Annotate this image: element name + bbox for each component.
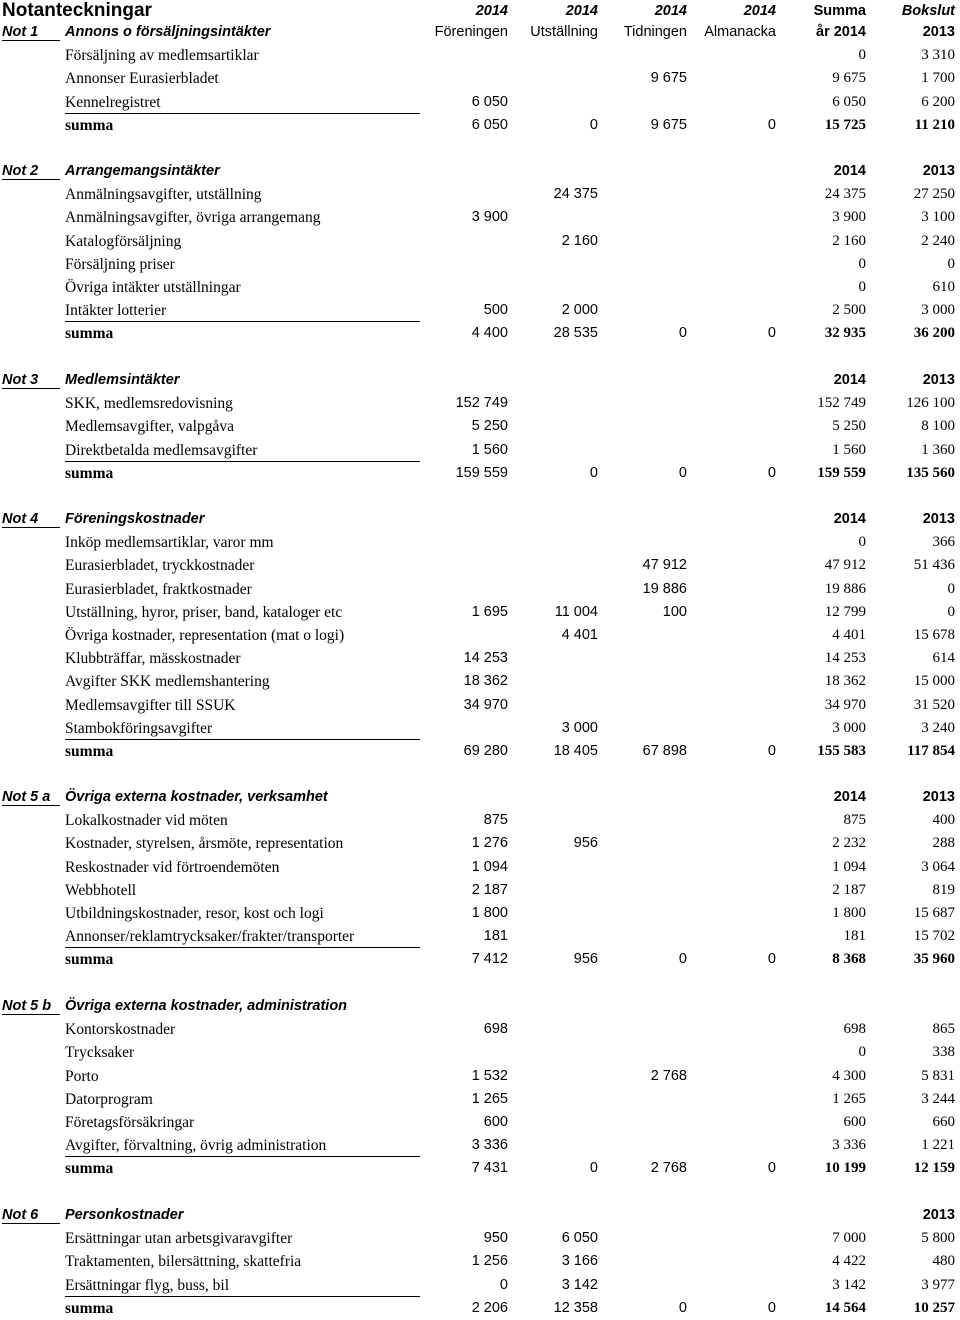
row-label: Utbildningskostnader, resor, kost och logi [65, 904, 324, 922]
col-header-name-1: Föreningen [434, 24, 508, 40]
table-row [0, 1088, 960, 1111]
cell-c5: 875 [843, 812, 866, 829]
cell-c2: 3 166 [561, 1253, 598, 1270]
note-header-row [0, 508, 960, 531]
cell-c1: 181 [483, 928, 508, 945]
table-row [0, 1250, 960, 1273]
sum-cell-c3: 9 675 [650, 116, 687, 133]
cell-c5: 1 094 [832, 858, 866, 875]
sum-row [0, 462, 960, 485]
table-row [0, 601, 960, 624]
cell-c2: 4 401 [561, 626, 598, 643]
cell-c1: 1 256 [471, 1253, 508, 1270]
cell-c5: 698 [843, 1021, 866, 1038]
table-row [0, 670, 960, 693]
table-row [0, 44, 960, 67]
cell-c5: 2 187 [832, 881, 866, 898]
table-row [0, 183, 960, 206]
sum-cell-c2: 956 [573, 951, 598, 968]
cell-c5: 181 [843, 928, 866, 945]
row-label: Kontorskostnader [65, 1021, 176, 1039]
table-row [0, 832, 960, 855]
note-header-row [0, 995, 960, 1018]
row-label: Kennelregistret [65, 93, 161, 111]
row-label: Ersättningar utan arbetsgivaravgifter [65, 1230, 293, 1248]
sum-cell-c1: 2 206 [471, 1299, 508, 1316]
cell-c6: 1 700 [921, 70, 955, 87]
table-row [0, 67, 960, 90]
cell-c5: 4 422 [832, 1253, 866, 1270]
cell-c1: 500 [483, 302, 508, 319]
cell-c5: 34 970 [824, 696, 866, 713]
cell-c6: 614 [932, 650, 955, 667]
cell-c6: 0 [947, 603, 955, 620]
sum-cell-c3: 0 [678, 951, 687, 968]
row-label: Annonser/reklamtrycksaker/frakter/transporter [65, 928, 355, 946]
table-row [0, 1111, 960, 1134]
sum-cell-c2: 12 358 [553, 1299, 598, 1316]
sum-label: summa [65, 951, 114, 969]
cell-c2: 11 004 [554, 603, 598, 620]
sum-label: summa [65, 116, 114, 134]
note-number: Not 5 a [2, 789, 51, 805]
col-header-year-1: 2014 [475, 3, 508, 19]
table-row [0, 1227, 960, 1250]
row-label: Datorprogram [65, 1090, 153, 1108]
cell-c1: 1 560 [471, 441, 508, 458]
cell-c5: 12 799 [824, 603, 866, 620]
row-label: Reskostnader vid förtroendemöten [65, 858, 280, 876]
sum-row [0, 1157, 960, 1180]
sum-cell-c3: 0 [678, 464, 687, 481]
cell-c5: 2 500 [832, 302, 866, 319]
cell-c2: 2 160 [561, 232, 598, 249]
cell-c5: 1 265 [832, 1090, 866, 1107]
cell-c1: 698 [483, 1021, 508, 1038]
row-label: Trycksaker [65, 1044, 135, 1062]
cell-c5: 3 336 [832, 1137, 866, 1154]
sum-cell-c5: 15 725 [824, 116, 866, 133]
cell-c1: 5 250 [471, 418, 508, 435]
cell-c6: 1 360 [921, 441, 955, 458]
table-row [0, 925, 960, 948]
note-section [0, 160, 960, 346]
sum-cell-c1: 7 431 [471, 1160, 508, 1177]
cell-c5: 47 912 [824, 557, 866, 574]
note-number-underline [2, 786, 60, 806]
sum-cell-c2: 18 405 [553, 742, 598, 759]
row-label: Avgifter, förvaltning, övrig administration [65, 1137, 327, 1155]
table-row [0, 902, 960, 925]
note-section [0, 508, 960, 763]
cell-c6: 5 831 [921, 1067, 955, 1084]
note-section [0, 369, 960, 485]
cell-c5: 4 300 [832, 1067, 866, 1084]
cell-c1: 18 362 [463, 673, 508, 690]
table-row [0, 1065, 960, 1088]
cell-c1: 3 336 [471, 1137, 508, 1154]
row-label: Försäljning av medlemsartiklar [65, 47, 259, 65]
table-row [0, 879, 960, 902]
cell-c6: 31 520 [913, 696, 955, 713]
sum-cell-c4: 0 [767, 1299, 776, 1316]
note-section [0, 1204, 960, 1320]
cell-c2: 2 000 [561, 302, 598, 319]
cell-c1: 1 265 [471, 1090, 508, 1107]
cell-c6: 288 [932, 835, 955, 852]
cell-c5: 4 401 [832, 626, 866, 643]
note-title: Personkostnader [65, 1207, 184, 1223]
row-label: Ersättningar flyg, buss, bil [65, 1276, 230, 1294]
col-header-year-3: 2014 [654, 3, 687, 19]
sum-cell-c5: 159 559 [817, 464, 866, 481]
year-2014-header: 2014 [833, 163, 866, 179]
sum-cell-c4: 0 [767, 464, 776, 481]
cell-c6: 660 [932, 1113, 955, 1130]
cell-c6: 27 250 [913, 186, 955, 203]
note-title: Föreningskostnader [65, 511, 205, 527]
cell-c6: 400 [932, 812, 955, 829]
note-number-underline [2, 508, 60, 528]
row-label: Anmälningsavgifter, övriga arrangemang [65, 209, 321, 227]
cell-c6: 3 244 [921, 1090, 955, 1107]
sum-cell-c5: 14 564 [824, 1299, 866, 1316]
cell-c1: 0 [499, 1276, 508, 1293]
cell-c5: 0 [858, 255, 866, 272]
sum-row [0, 114, 960, 137]
note-number-underline [2, 21, 60, 41]
cell-c3: 100 [662, 603, 687, 620]
table-row [0, 809, 960, 832]
sum-cell-c6: 135 560 [906, 464, 955, 481]
sum-row [0, 322, 960, 345]
row-label: Medlemsavgifter, valpgåva [65, 418, 234, 436]
cell-c6: 3 977 [921, 1276, 955, 1293]
cell-c1: 600 [483, 1113, 508, 1130]
col-header-name-2: Utställning [530, 24, 598, 40]
cell-c1: 875 [483, 812, 508, 829]
table-row [0, 694, 960, 717]
row-label: Inköp medlemsartiklar, varor mm [65, 534, 274, 552]
cell-c6: 15 687 [913, 904, 955, 921]
cell-c6: 338 [932, 1044, 955, 1061]
cell-c6: 0 [947, 580, 955, 597]
table-row [0, 439, 960, 462]
cell-c2: 956 [573, 835, 598, 852]
cell-c5: 0 [858, 534, 866, 551]
sum-cell-c1: 7 412 [471, 951, 508, 968]
table-row [0, 206, 960, 229]
sum-cell-c2: 28 535 [553, 325, 598, 342]
cell-c5: 14 253 [824, 650, 866, 667]
table-row [0, 856, 960, 879]
row-label: Övriga kostnader, representation (mat o logi) [65, 626, 345, 644]
table-row [0, 624, 960, 647]
row-label: Intäkter lotterier [65, 302, 167, 320]
sum-label: summa [65, 742, 114, 760]
table-row [0, 1274, 960, 1297]
cell-c3: 9 675 [650, 70, 687, 87]
sum-label: summa [65, 1160, 114, 1178]
year-2013-header: 2013 [922, 1207, 955, 1223]
cell-c6: 480 [932, 1253, 955, 1270]
cell-c5: 0 [858, 47, 866, 64]
note-title: Arrangemangsintäkter [65, 163, 220, 179]
sum-label: summa [65, 464, 114, 482]
sum-cell-c2: 0 [589, 1160, 598, 1177]
cell-c5: 1 560 [832, 441, 866, 458]
cell-c5: 2 160 [832, 232, 866, 249]
note-number: Not 1 [2, 24, 39, 40]
sum-cell-c4: 0 [767, 325, 776, 342]
cell-c2: 6 050 [561, 1230, 598, 1247]
sum-row [0, 740, 960, 763]
table-row [0, 1134, 960, 1157]
sum-cell-c6: 12 159 [913, 1160, 955, 1177]
sum-cell-c6: 36 200 [913, 325, 955, 342]
cell-c1: 6 050 [471, 93, 508, 110]
note-number: Not 5 b [2, 998, 52, 1014]
cell-c5: 5 250 [832, 418, 866, 435]
note-number-underline [2, 1204, 60, 1224]
sum-cell-c4: 0 [767, 742, 776, 759]
sum-cell-c6: 117 854 [907, 742, 955, 759]
note-header-row [0, 369, 960, 392]
col-header-year-2: 2014 [565, 3, 598, 19]
sum-row [0, 1297, 960, 1320]
cell-c6: 8 100 [921, 418, 955, 435]
cell-c1: 1 800 [471, 904, 508, 921]
cell-c5: 6 050 [832, 93, 866, 110]
table-row [0, 299, 960, 322]
row-label: Katalogförsäljning [65, 232, 182, 250]
table-row [0, 276, 960, 299]
cell-c6: 5 800 [921, 1230, 955, 1247]
cell-c6: 610 [932, 278, 955, 295]
sum-cell-c4: 0 [767, 951, 776, 968]
row-label: Anmälningsavgifter, utställning [65, 186, 262, 204]
note-number-underline [2, 160, 60, 180]
row-label: Direktbetalda medlemsavgifter [65, 441, 258, 459]
table-row [0, 647, 960, 670]
year-2013-header: 2013 [922, 511, 955, 527]
cell-c6: 3 064 [921, 858, 955, 875]
note-header-row [0, 160, 960, 183]
row-label: Företagsförsäkringar [65, 1113, 195, 1131]
cell-c3: 47 912 [642, 557, 687, 574]
row-label: Traktamenten, bilersättning, skattefria [65, 1253, 302, 1271]
cell-c6: 3 100 [921, 209, 955, 226]
row-label: Porto [65, 1067, 99, 1085]
cell-c5: 24 375 [824, 186, 866, 203]
cell-c5: 7 000 [832, 1230, 866, 1247]
table-row [0, 1041, 960, 1064]
sum-cell-c2: 0 [589, 464, 598, 481]
note-header-row [0, 21, 960, 44]
cell-c6: 2 240 [921, 232, 955, 249]
note-header-row [0, 786, 960, 809]
year-2013-header: 2013 [922, 163, 955, 179]
row-label: Övriga intäkter utställningar [65, 278, 241, 296]
cell-c5: 3 142 [832, 1276, 866, 1293]
cell-c5: 3 900 [832, 209, 866, 226]
cell-c1: 1 094 [471, 858, 508, 875]
row-label: Lokalkostnader vid möten [65, 812, 228, 830]
row-label: Kostnader, styrelsen, årsmöte, representation [65, 835, 344, 853]
note-section [0, 21, 960, 137]
cell-c5: 3 000 [832, 719, 866, 736]
cell-c5: 1 800 [832, 904, 866, 921]
col-header-bokslut-year: 2013 [922, 24, 955, 40]
cell-c6: 865 [932, 1021, 955, 1038]
note-section [0, 786, 960, 972]
cell-c6: 15 000 [913, 673, 955, 690]
sum-cell-c3: 67 898 [642, 742, 687, 759]
sum-cell-c1: 4 400 [471, 325, 508, 342]
col-header-name-4: Almanacka [704, 24, 776, 40]
cell-c5: 0 [858, 278, 866, 295]
year-2014-header: 2014 [833, 511, 866, 527]
col-header-name-3: Tidningen [623, 24, 687, 40]
row-label: Avgifter SKK medlemshantering [65, 673, 270, 691]
table-row [0, 554, 960, 577]
cell-c6: 819 [932, 881, 955, 898]
cell-c6: 366 [932, 534, 955, 551]
sum-cell-c2: 0 [589, 116, 598, 133]
row-label: Eurasierbladet, tryckkostnader [65, 557, 255, 575]
note-section [0, 995, 960, 1181]
cell-c2: 24 375 [553, 186, 598, 203]
cell-c1: 152 749 [455, 395, 508, 412]
sum-cell-c5: 8 368 [832, 951, 866, 968]
cell-c1: 1 695 [471, 603, 508, 620]
note-number: Not 4 [2, 511, 39, 527]
cell-c3: 19 886 [642, 580, 687, 597]
col-header-summa: Summa [813, 3, 866, 19]
cell-c5: 19 886 [824, 580, 866, 597]
cell-c6: 126 100 [906, 395, 955, 412]
row-label: Eurasierbladet, fraktkostnader [65, 580, 252, 598]
col-header-summa-year: år 2014 [816, 24, 866, 40]
sum-cell-c6: 10 257 [913, 1299, 955, 1316]
row-label: Försäljning priser [65, 255, 175, 273]
note-number: Not 6 [2, 1207, 39, 1223]
sum-cell-c4: 0 [767, 1160, 776, 1177]
sum-cell-c5: 155 583 [817, 742, 866, 759]
sum-cell-c1: 159 559 [455, 464, 508, 481]
cell-c1: 34 970 [463, 696, 508, 713]
table-row [0, 392, 960, 415]
cell-c2: 3 142 [561, 1276, 598, 1293]
cell-c1: 950 [483, 1230, 508, 1247]
cell-c6: 15 702 [913, 928, 955, 945]
cell-c5: 0 [858, 1044, 866, 1061]
year-2013-header: 2013 [922, 372, 955, 388]
row-label: Medlemsavgifter till SSUK [65, 696, 236, 714]
note-number-underline [2, 369, 60, 389]
cell-c1: 3 900 [471, 209, 508, 226]
sum-cell-c1: 6 050 [471, 116, 508, 133]
cell-c5: 18 362 [824, 673, 866, 690]
cell-c1: 1 276 [471, 835, 508, 852]
cell-c3: 2 768 [650, 1067, 687, 1084]
cell-c1: 14 253 [463, 650, 508, 667]
row-label: Stambokföringsavgifter [65, 719, 213, 737]
sum-cell-c4: 0 [767, 116, 776, 133]
note-title: Övriga externa kostnader, administration [65, 998, 348, 1014]
table-row [0, 717, 960, 740]
sum-row [0, 948, 960, 971]
sum-label: summa [65, 325, 114, 343]
row-label: Webbhotell [65, 881, 137, 899]
note-title: Övriga externa kostnader, verksamhet [65, 789, 328, 805]
cell-c5: 152 749 [817, 395, 866, 412]
note-title: Annons o försäljningsintäkter [65, 24, 271, 40]
sum-cell-c5: 32 935 [824, 325, 866, 342]
cell-c2: 3 000 [561, 719, 598, 736]
col-header-year-4: 2014 [743, 3, 776, 19]
table-row [0, 253, 960, 276]
sum-cell-c6: 11 210 [914, 116, 955, 133]
sum-cell-c6: 35 960 [913, 951, 955, 968]
cell-c6: 0 [947, 255, 955, 272]
year-2014-header: 2014 [833, 372, 866, 388]
cell-c1: 1 532 [471, 1067, 508, 1084]
sum-cell-c1: 69 280 [463, 742, 508, 759]
table-row [0, 415, 960, 438]
cell-c6: 3 310 [921, 47, 955, 64]
cell-c5: 600 [843, 1113, 866, 1130]
note-number: Not 3 [2, 372, 39, 388]
sum-cell-c5: 10 199 [824, 1160, 866, 1177]
col-header-bokslut: Bokslut [901, 3, 955, 19]
row-label: SKK, medlemsredovisning [65, 395, 233, 413]
sum-cell-c3: 0 [678, 1299, 687, 1316]
note-number-underline [2, 995, 60, 1015]
page-title: Notanteckningar [2, 0, 152, 21]
note-header-row [0, 1204, 960, 1227]
table-row [0, 230, 960, 253]
table-row [0, 578, 960, 601]
cell-c6: 3 000 [921, 302, 955, 319]
table-row [0, 91, 960, 114]
table-row [0, 531, 960, 554]
cell-c6: 6 200 [921, 93, 955, 110]
year-2013-header: 2013 [922, 789, 955, 805]
row-label: Klubbträffar, mässkostnader [65, 650, 241, 668]
cell-c5: 9 675 [832, 70, 866, 87]
sum-label: summa [65, 1299, 114, 1317]
cell-c6: 1 221 [921, 1137, 955, 1154]
cell-c5: 2 232 [832, 835, 866, 852]
row-label: Annonser Eurasierbladet [65, 70, 219, 88]
cell-c1: 2 187 [471, 881, 508, 898]
cell-c6: 3 240 [921, 719, 955, 736]
cell-c6: 51 436 [913, 557, 955, 574]
cell-c6: 15 678 [913, 626, 955, 643]
table-row [0, 1018, 960, 1041]
year-2014-header: 2014 [833, 789, 866, 805]
note-title: Medlemsintäkter [65, 372, 180, 388]
row-label: Utställning, hyror, priser, band, kataloger etc [65, 603, 343, 621]
note-number: Not 2 [2, 163, 39, 179]
sum-cell-c3: 0 [678, 325, 687, 342]
sum-cell-c3: 2 768 [650, 1160, 687, 1177]
